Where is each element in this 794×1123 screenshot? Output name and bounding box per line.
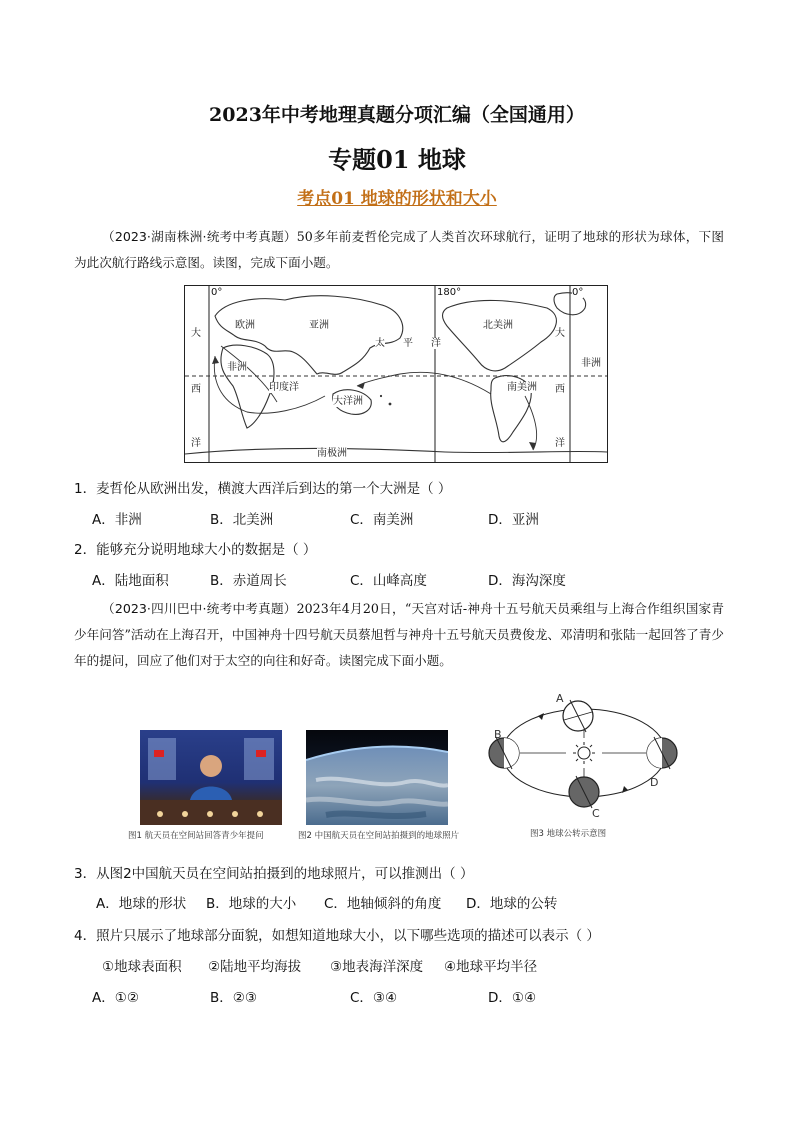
map-label-atlantic-right-3: 洋 [555, 438, 565, 449]
map-label-south-america: 南美洲 [507, 382, 537, 393]
map-label-pacific-3: 洋 [431, 338, 441, 349]
q4-option-c[interactable]: C．③④ [350, 990, 398, 1006]
document-title: 2023年中考地理真题分项汇编（全国通用） [209, 104, 585, 126]
q4-item-2: ②陆地平均海拔 [208, 959, 302, 975]
map-drawing [185, 286, 607, 462]
meridian-0-label: 0° [211, 287, 223, 298]
map-label-atlantic-left-3: 洋 [191, 438, 201, 449]
question-2-stem: 2．能够充分说明地球大小的数据是（ ） [74, 542, 317, 558]
map-label-africa-right: 非洲 [581, 358, 601, 369]
figure-3-caption: 图3 地球公转示意图 [530, 829, 607, 839]
map-label-atlantic-right-2: 西 [555, 384, 565, 395]
map-label-pacific-1: 太 [375, 338, 385, 349]
figure-1-caption: 图1 航天员在空间站回答青少年提问 [128, 831, 264, 841]
astronaut-photo [140, 730, 282, 825]
q2-option-b[interactable]: B．赤道周长 [210, 573, 287, 589]
question-4-items [102, 955, 722, 975]
q3-option-d[interactable]: D．地球的公转 [466, 896, 558, 912]
q4-item-4: ④地球平均半径 [444, 959, 538, 975]
section-title: 考点01 地球的形状和大小 [297, 189, 497, 209]
map-label-north-america: 北美洲 [483, 320, 513, 331]
orbit-diagram [478, 690, 688, 825]
q1-option-b[interactable]: B．北美洲 [210, 512, 274, 528]
q4-item-3: ③地表海洋深度 [330, 959, 424, 975]
q2-option-c[interactable]: C．山峰高度 [350, 573, 427, 589]
magellan-route-map [184, 285, 608, 463]
topic-title: 专题01 地球 [328, 145, 466, 174]
question-3-stem: 3．从图2中国航天员在空间站拍摄到的地球照片，可以推测出（ ） [74, 866, 474, 882]
q2-option-a[interactable]: A．陆地面积 [92, 573, 169, 589]
question-4-stem: 4．照片只展示了地球部分面貌，如想知道地球大小，以下哪些选项的描述可以表示（ ） [74, 928, 600, 944]
q4-option-b[interactable]: B．②③ [210, 990, 257, 1006]
passage-2 [74, 596, 724, 674]
q4-item-1: ①地球表面积 [102, 959, 182, 975]
q1-option-a[interactable]: A．非洲 [92, 512, 142, 528]
map-label-pacific-2: 平 [403, 338, 413, 349]
passage-1-source: （2023·湖南株洲·统考中考真题） [102, 229, 297, 244]
earth-photo [306, 730, 448, 825]
q3-option-b[interactable]: B．地球的大小 [206, 896, 297, 912]
map-label-indian-ocean: 印度洋 [269, 382, 299, 393]
question-1-options [92, 508, 712, 528]
orbit-label-d: D [650, 776, 659, 789]
map-label-atlantic-left-2: 西 [191, 384, 201, 395]
q1-option-c[interactable]: C．南美洲 [350, 512, 414, 528]
q1-option-d[interactable]: D．亚洲 [488, 512, 539, 528]
q3-option-a[interactable]: A．地球的形状 [96, 896, 187, 912]
map-label-asia: 亚洲 [309, 320, 329, 331]
map-label-antarctica: 南极洲 [317, 448, 347, 459]
map-label-africa-left: 非洲 [227, 362, 247, 373]
question-3-options [96, 892, 716, 912]
passage-1 [74, 224, 724, 276]
q3-option-c[interactable]: C．地轴倾斜的角度 [324, 896, 442, 912]
question-4-options [92, 986, 712, 1006]
question-1-stem: 1．麦哲伦从欧洲出发，横渡大西洋后到达的第一个大洲是（ ） [74, 481, 452, 497]
map-label-europe: 欧洲 [235, 320, 255, 331]
passage-2-source: （2023·四川巴中·统考中考真题） [102, 601, 297, 616]
map-label-oceania: 大洋洲 [333, 396, 363, 407]
meridian-0-right-label: 0° [572, 287, 584, 298]
orbit-label-a: A [556, 692, 564, 705]
q4-option-a[interactable]: A．①② [92, 990, 139, 1006]
q2-option-d[interactable]: D．海沟深度 [488, 573, 566, 589]
orbit-label-c: C [592, 807, 600, 820]
map-label-atlantic-right-1: 大 [555, 328, 565, 339]
question-2-options [92, 569, 712, 589]
q4-option-d[interactable]: D．①④ [488, 990, 537, 1006]
meridian-180-label: 180° [437, 287, 462, 298]
passage-1-text: 50多年前麦哲伦完成了人类首次环球航行，证明了地球的形状为球体，下图为此次航行路线示意图。读图，完成下面小题。 [74, 229, 725, 270]
figure-2-caption: 图2 中国航天员在空间站拍摄到的地球照片 [298, 831, 460, 841]
map-label-atlantic-left-1: 大 [191, 328, 201, 339]
orbit-label-b: B [494, 728, 502, 741]
passage-2-text: 2023年4月20日，“天宫对话-神舟十五号航天员乘组与上海合作组织国家青少年问答”活动在上海召开，中国神舟十四号航天员蔡旭哲与神舟十五号航天员费俊龙、邓清明和张陆一起回答了青少年的提问，回应了他们对于太空的向往和好奇。读图完成下面小题。 [74, 601, 724, 668]
